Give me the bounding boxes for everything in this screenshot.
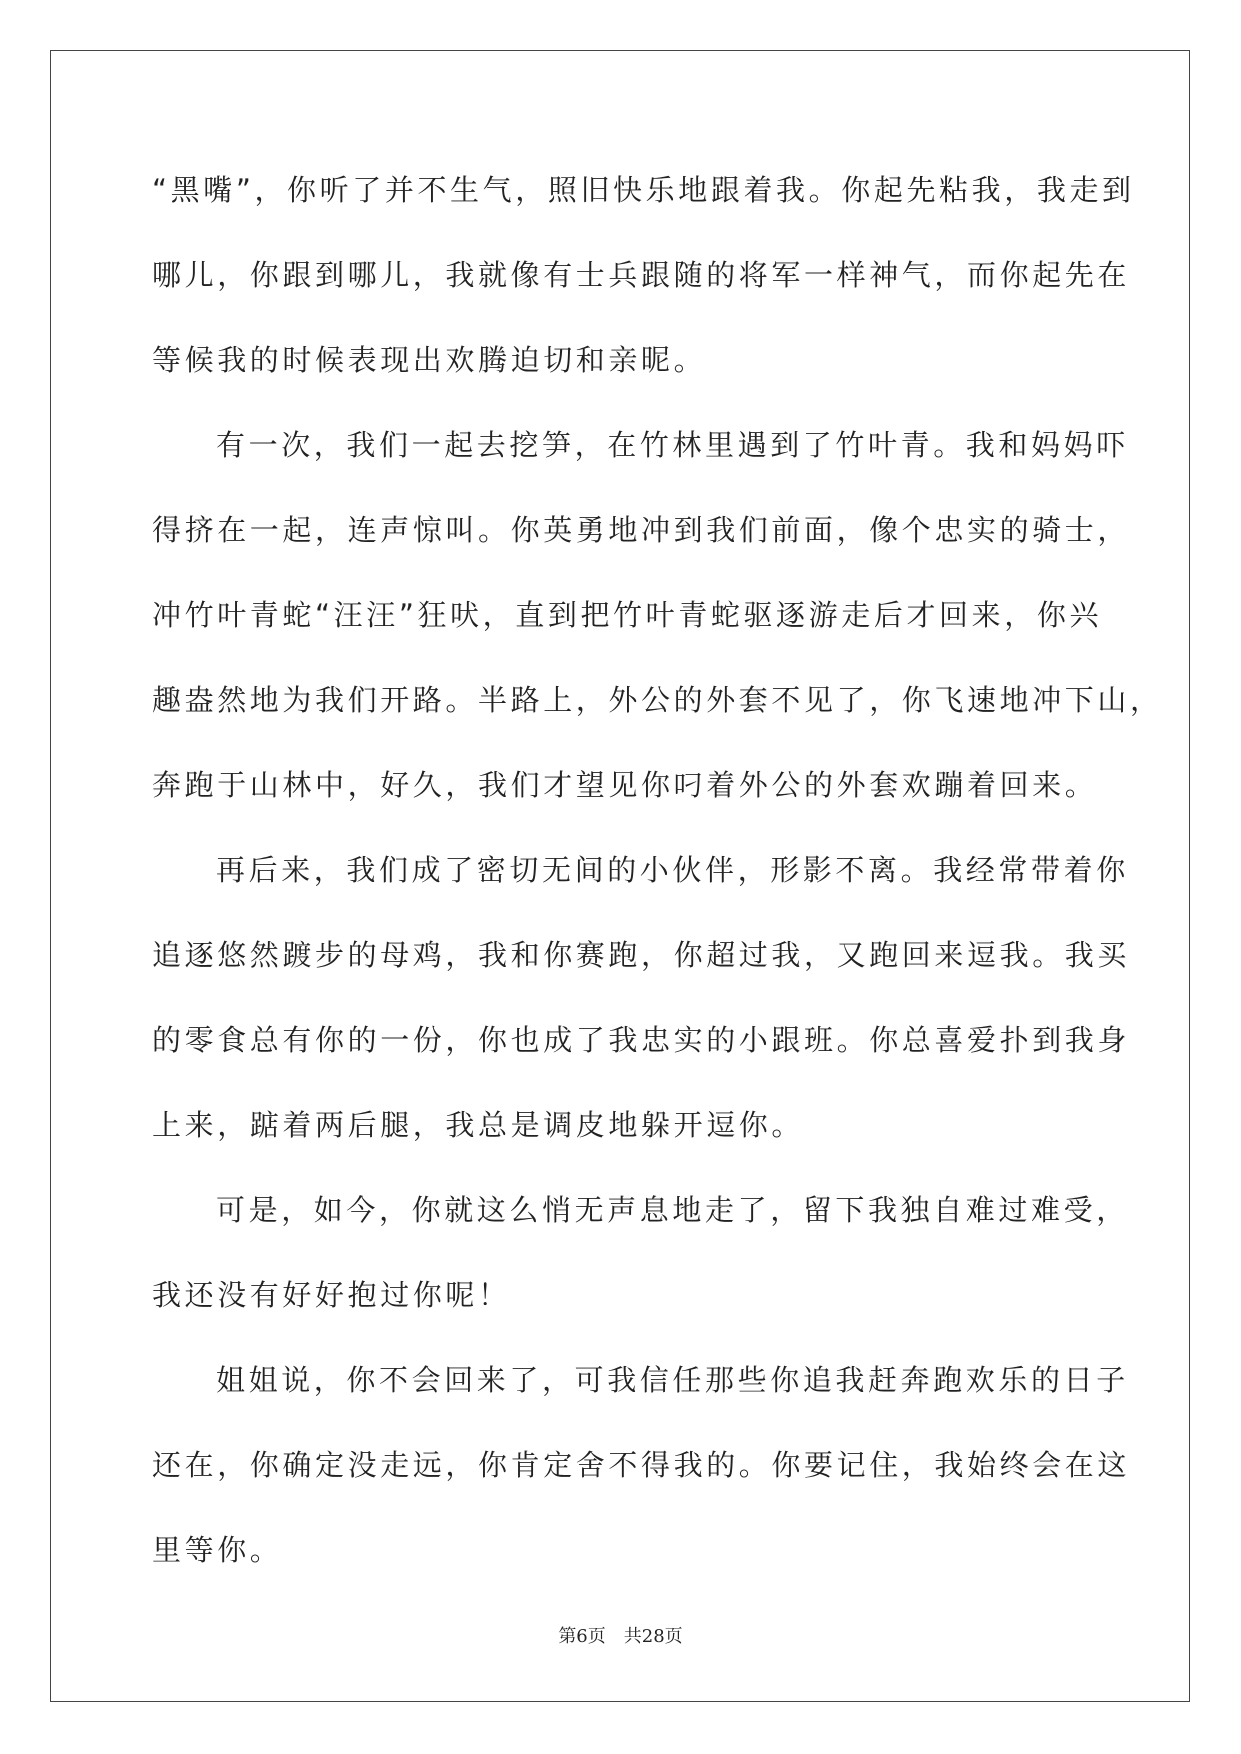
paragraph-start-line: 有一次，我们一起去挖笋，在竹林里遇到了竹叶青。我和妈妈吓 bbox=[216, 428, 1129, 462]
paragraph-start-line: 再后来，我们成了密切无间的小伙伴，形影不离。我经常带着你 bbox=[216, 853, 1129, 887]
text-line: 还在，你确定没走远，你肯定舍不得我的。你要记住，我始终会在这 bbox=[152, 1448, 1131, 1482]
text-line: 里等你。 bbox=[152, 1533, 283, 1567]
text-line: 趣盎然地为我们开路。半路上，外公的外套不见了，你飞速地冲下山， bbox=[152, 683, 1163, 717]
text-line: 上来，踮着两后腿，我总是调皮地躲开逗你。 bbox=[152, 1108, 805, 1142]
paragraph-start-line: 可是，如今，你就这么悄无声息地走了，留下我独自难过难受， bbox=[216, 1193, 1129, 1227]
page-number-current: 第6页 bbox=[558, 1626, 606, 1647]
text-line: 我还没有好好抱过你呢！ bbox=[152, 1278, 511, 1312]
text-line: “黑嘴”，你听了并不生气，照旧快乐地跟着我。你起先粘我，我走到 bbox=[152, 173, 1135, 207]
text-line: 的零食总有你的一份，你也成了我忠实的小跟班。你总喜爱扑到我身 bbox=[152, 1023, 1131, 1057]
text-line: 得挤在一起，连声惊叫。你英勇地冲到我们前面，像个忠实的骑士， bbox=[152, 513, 1131, 547]
text-line: 哪儿，你跟到哪儿，我就像有士兵跟随的将军一样神气，而你起先在 bbox=[152, 258, 1131, 292]
page-footer bbox=[0, 1622, 1241, 1648]
text-line: 追逐悠然踱步的母鸡，我和你赛跑，你超过我，又跑回来逗我。我买 bbox=[152, 938, 1131, 972]
document-body bbox=[152, 158, 1163, 1603]
paragraph-start-line: 姐姐说，你不会回来了，可我信任那些你追我赶奔跑欢乐的日子 bbox=[216, 1363, 1129, 1397]
text-line: 奔跑于山林中，好久，我们才望见你叼着外公的外套欢蹦着回来。 bbox=[152, 768, 1098, 802]
text-line: 等候我的时候表现出欢腾迫切和亲昵。 bbox=[152, 343, 707, 377]
text-line: 冲竹叶青蛇“汪汪”狂吠，直到把竹叶青蛇驱逐游走后才回来，你兴 bbox=[152, 598, 1103, 632]
page-number-total: 共28页 bbox=[623, 1626, 683, 1647]
